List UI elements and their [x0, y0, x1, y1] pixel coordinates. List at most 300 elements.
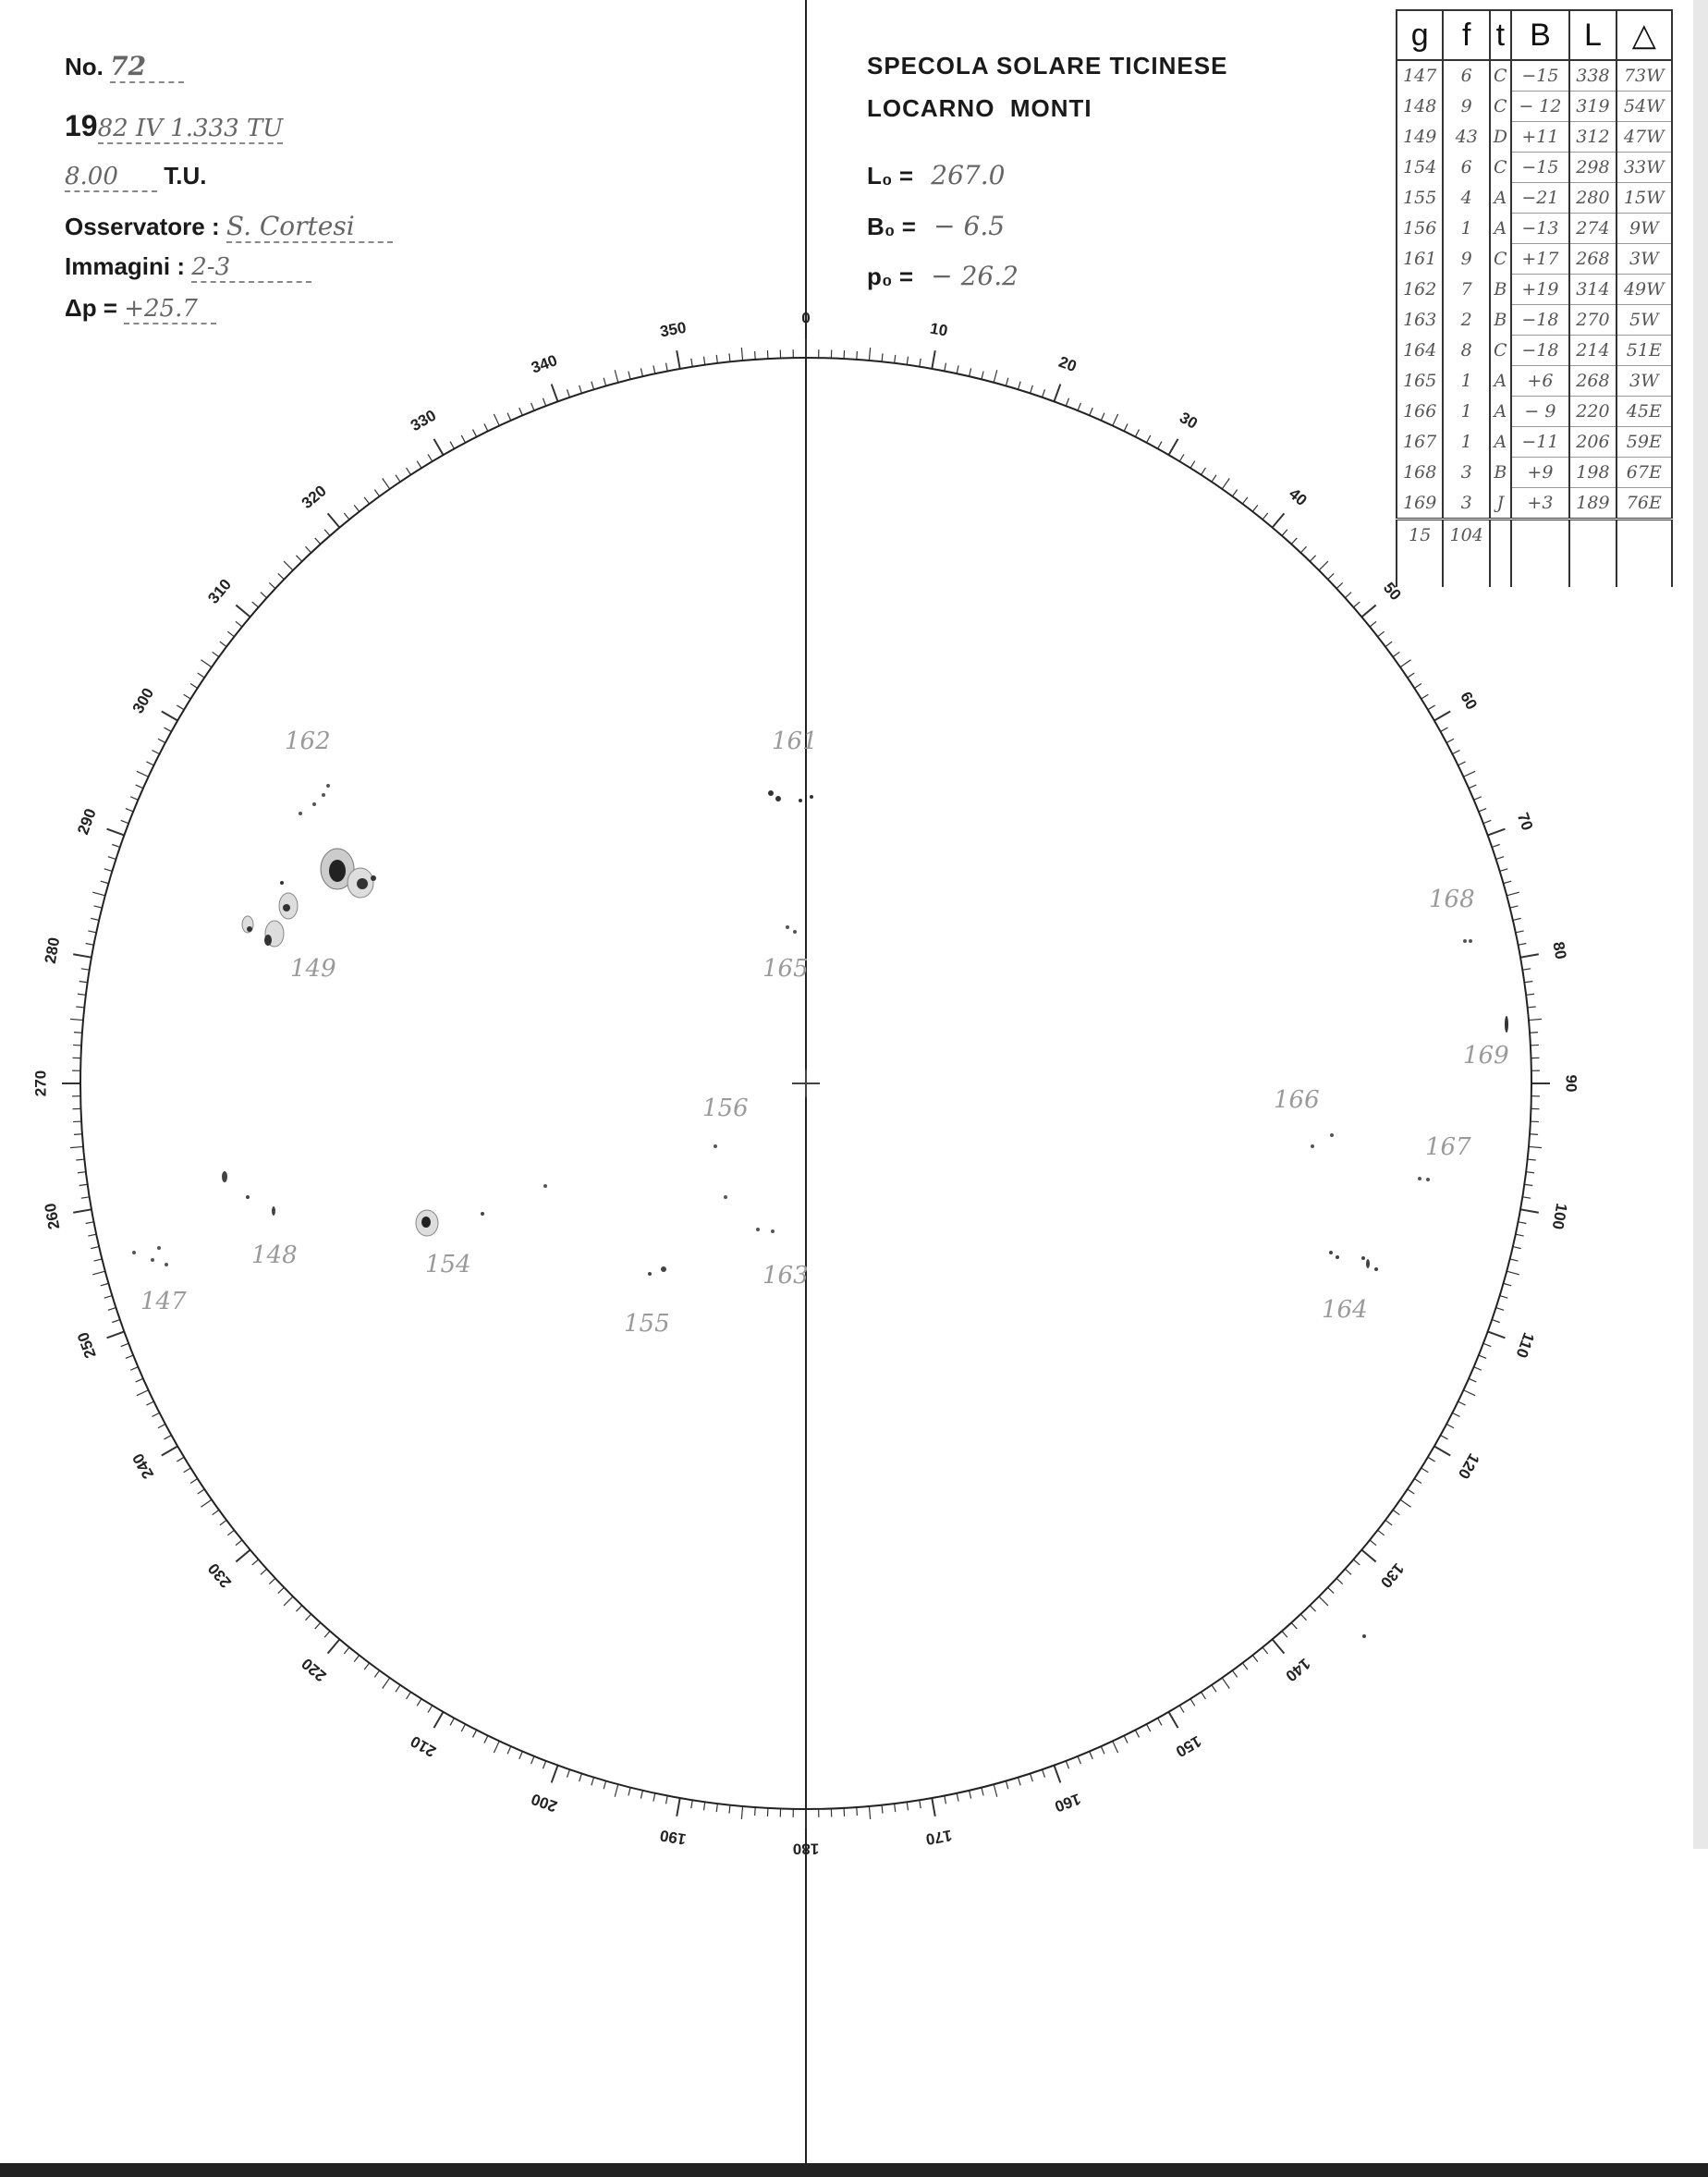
dial-tick — [344, 513, 349, 520]
dial-tick — [79, 1184, 88, 1185]
dial-tick — [494, 414, 499, 426]
sunspot-group-169-drawing — [1505, 1016, 1508, 1033]
group-label-169: 169 — [1463, 1042, 1509, 1070]
dial-tick — [592, 1778, 594, 1786]
dial-tick — [640, 368, 642, 376]
dial-tick — [1474, 797, 1482, 801]
dial-tick — [315, 538, 321, 544]
dial-label: 320 — [298, 482, 330, 513]
cell-delta: 5W — [1616, 305, 1672, 336]
dial-label: 0 — [801, 309, 811, 327]
dial-tick — [531, 403, 534, 410]
cell-g: 147 — [1397, 60, 1443, 92]
dial-tick — [428, 454, 433, 461]
dial-label: 250 — [74, 1329, 100, 1361]
dial-tick — [461, 435, 465, 443]
dial-tick — [1488, 1331, 1506, 1338]
cell-f: 1 — [1443, 366, 1489, 397]
dial-tick — [374, 1670, 379, 1677]
sunspot-group-163-drawing — [756, 1228, 775, 1233]
dial-tick — [519, 408, 523, 415]
dial-tick — [1529, 1146, 1542, 1147]
cell-g: 162 — [1397, 275, 1443, 305]
cell-delta: 67E — [1616, 458, 1672, 488]
dial-tick — [177, 1457, 184, 1462]
dial-tick — [165, 728, 172, 731]
cell-f: 1 — [1443, 397, 1489, 427]
dial-tick — [190, 684, 198, 689]
cell-t: J — [1490, 488, 1511, 520]
dial-tick — [137, 1390, 149, 1396]
cell-t: C — [1490, 244, 1511, 275]
sunspot-group-155-drawing — [648, 1266, 666, 1276]
cell-l: 338 — [1569, 60, 1616, 92]
cell-l: 268 — [1569, 366, 1616, 397]
cell-l: 298 — [1569, 153, 1616, 183]
dial-tick — [1124, 1736, 1128, 1743]
dial-tick — [1361, 1550, 1375, 1562]
dial-label: 140 — [1282, 1654, 1314, 1685]
dial-tick — [665, 363, 667, 372]
date-value: 82 IV 1.333 TU — [97, 115, 284, 142]
cell-delta: 59E — [1616, 427, 1672, 458]
sunspot-group-167-drawing — [1418, 1177, 1430, 1181]
sunspot-group-165-drawing — [786, 925, 797, 934]
dial-tick — [857, 351, 858, 360]
p0-value: − 26.2 — [931, 261, 1019, 291]
header-f: f — [1443, 10, 1489, 60]
cell-f: 2 — [1443, 305, 1489, 336]
dial-tick — [1522, 969, 1531, 970]
dial-tick — [1252, 1656, 1258, 1662]
dial-tick — [1353, 602, 1360, 607]
dial-tick — [1090, 408, 1093, 415]
dial-tick — [1370, 621, 1376, 627]
sunspot-group-166-drawing — [1311, 1133, 1334, 1148]
dial-tick — [882, 353, 883, 361]
b0-value: − 6.5 — [933, 211, 1006, 241]
dial-tick — [1345, 593, 1351, 598]
dial-tick — [691, 359, 692, 367]
dial-label: 120 — [1454, 1449, 1483, 1483]
dial-tick — [703, 357, 704, 365]
group-label-162: 162 — [285, 728, 331, 755]
cell-b: −11 — [1511, 427, 1570, 458]
dial-tick — [1282, 1631, 1287, 1637]
dial-tick — [73, 954, 92, 957]
center-cross — [792, 1070, 820, 1097]
dial-tick — [552, 1766, 558, 1783]
dial-tick — [284, 561, 293, 570]
cell-t: C — [1490, 92, 1511, 122]
dial-tick — [220, 642, 226, 646]
cell-delta: 3W — [1616, 366, 1672, 397]
dial-tick — [1300, 1614, 1306, 1621]
dial-tick — [252, 602, 259, 607]
dial-tick — [1385, 1520, 1392, 1524]
dial-tick — [220, 1520, 226, 1524]
dial-label: 270 — [31, 1070, 50, 1097]
group-label-156: 156 — [702, 1095, 749, 1122]
dial-tick — [1496, 1308, 1505, 1311]
dial-tick — [364, 497, 369, 504]
dial-tick — [1516, 1234, 1524, 1236]
images-value: 2-3 — [191, 253, 311, 283]
dial-tick — [970, 368, 971, 376]
dp-label: Δp = — [65, 294, 117, 322]
dial-tick — [1282, 530, 1287, 536]
dial-tick — [213, 1510, 219, 1514]
group-label-164: 164 — [1322, 1296, 1368, 1324]
dial-tick — [907, 357, 908, 365]
dial-tick — [628, 372, 630, 380]
dial-tick — [450, 1718, 454, 1726]
dial-tick — [104, 869, 113, 872]
dial-tick — [1158, 1718, 1162, 1726]
dial-tick — [126, 1355, 133, 1358]
dial-tick — [552, 385, 558, 402]
dial-tick — [344, 1647, 349, 1654]
cell-b: −13 — [1511, 214, 1570, 244]
cell-b: +17 — [1511, 244, 1570, 275]
dial-tick — [158, 739, 165, 742]
cell-delta: 45E — [1616, 397, 1672, 427]
dial-tick — [1291, 1622, 1297, 1629]
dial-tick — [383, 1678, 390, 1688]
dial-tick — [328, 513, 340, 527]
dial-tick — [86, 1222, 94, 1224]
dial-tick — [677, 350, 679, 369]
observatory-name: SPECOLA SOLARE TICINESE — [867, 52, 1228, 79]
cell-l: 268 — [1569, 244, 1616, 275]
dial-tick — [1452, 1413, 1459, 1416]
cell-b: +6 — [1511, 366, 1570, 397]
dial-label: 230 — [204, 1559, 236, 1592]
dial-tick — [261, 1569, 267, 1574]
dial-tick — [305, 546, 311, 553]
dial-tick — [1378, 1530, 1385, 1535]
dial-tick — [755, 1807, 756, 1816]
dial-tick — [1291, 538, 1297, 544]
dial-tick — [1446, 1425, 1454, 1428]
group-label-163: 163 — [762, 1262, 809, 1290]
dial-tick — [1469, 785, 1476, 789]
dial-tick — [1458, 1401, 1466, 1405]
cell-g: 169 — [1397, 488, 1443, 520]
cell-delta: 51E — [1616, 336, 1672, 366]
images-label: Immagini : — [65, 252, 186, 280]
dial-tick — [507, 413, 511, 421]
dial-tick — [970, 1791, 971, 1799]
cell-f: 1 — [1443, 427, 1489, 458]
dial-tick — [1474, 1367, 1482, 1371]
dial-tick — [146, 1401, 153, 1405]
header-delta: △ — [1616, 10, 1672, 60]
cell-f: 9 — [1443, 92, 1489, 122]
cell-f: 6 — [1443, 153, 1489, 183]
dial-tick — [76, 1007, 84, 1008]
dial-tick — [107, 1331, 125, 1338]
dial-tick — [957, 1793, 958, 1802]
dial-label: 280 — [41, 936, 64, 965]
cell-delta: 54W — [1616, 92, 1672, 122]
dial-tick — [1158, 442, 1162, 449]
cell-t: B — [1490, 458, 1511, 488]
group-label-167: 167 — [1425, 1133, 1471, 1161]
dial-label: 210 — [407, 1731, 440, 1761]
cell-t: A — [1490, 183, 1511, 214]
cell-g: 154 — [1397, 153, 1443, 183]
dial-tick — [162, 712, 177, 721]
dial-tick — [236, 621, 242, 627]
dial-tick — [107, 829, 125, 836]
dial-tick — [653, 1793, 655, 1802]
dial-tick — [1066, 1761, 1068, 1768]
dial-tick — [146, 762, 153, 765]
dial-tick — [1528, 1159, 1536, 1160]
dial-tick — [261, 593, 267, 598]
cell-g: 161 — [1397, 244, 1443, 275]
header-t: t — [1490, 10, 1511, 60]
dial-tick — [1529, 1019, 1542, 1020]
dial-label: 60 — [1457, 689, 1482, 713]
dial-label: 340 — [529, 351, 560, 377]
dial-tick — [184, 1468, 191, 1473]
group-label-161: 161 — [772, 728, 818, 755]
cell-g: 168 — [1397, 458, 1443, 488]
dial-tick — [88, 1234, 96, 1236]
dial-label: 100 — [1548, 1202, 1571, 1231]
dial-tick — [543, 1761, 545, 1768]
dial-tick — [1113, 1741, 1118, 1753]
dial-tick — [691, 1800, 692, 1808]
dial-tick — [543, 398, 545, 406]
dial-tick — [1428, 1457, 1435, 1462]
dial-tick — [567, 389, 569, 397]
dial-tick — [1428, 705, 1435, 710]
dial-tick — [1500, 1296, 1508, 1299]
dp-value: +25.7 — [124, 295, 216, 324]
group-label-168: 168 — [1429, 886, 1475, 913]
dial-tick — [1458, 762, 1466, 765]
dial-label: 50 — [1379, 579, 1405, 605]
group-label-166: 166 — [1274, 1086, 1320, 1114]
dial-tick — [252, 1559, 259, 1565]
dial-tick — [1519, 1222, 1527, 1224]
cell-t: C — [1490, 336, 1511, 366]
dial-tick — [1310, 556, 1315, 561]
cell-f: 9 — [1443, 244, 1489, 275]
dial-tick — [101, 1283, 109, 1285]
dial-tick — [1469, 1378, 1476, 1382]
cell-b: −18 — [1511, 336, 1570, 366]
dial-tick — [1147, 1724, 1151, 1731]
dial-tick — [1408, 1489, 1414, 1494]
dial-label: 10 — [928, 319, 949, 340]
dial-tick — [741, 1806, 742, 1819]
dial-tick — [1169, 1712, 1178, 1728]
dial-tick — [1520, 1209, 1539, 1212]
dial-label: 90 — [1562, 1074, 1580, 1093]
dial-tick — [494, 1741, 499, 1753]
dial-tick — [434, 439, 444, 455]
dial-tick — [1441, 728, 1448, 731]
dial-tick — [86, 943, 94, 945]
dial-tick — [1421, 694, 1429, 699]
cell-t: C — [1490, 153, 1511, 183]
cell-t: A — [1490, 397, 1511, 427]
dial-tick — [278, 1587, 284, 1593]
dial-tick — [94, 906, 103, 908]
dial-tick — [957, 365, 958, 373]
cell-l: 220 — [1569, 397, 1616, 427]
group-label-155: 155 — [624, 1310, 670, 1338]
dial-tick — [1520, 954, 1539, 957]
dial-tick — [1441, 1436, 1448, 1439]
cell-t: A — [1490, 214, 1511, 244]
dial-tick — [1263, 513, 1268, 520]
dial-tick — [121, 1343, 128, 1346]
sunspot-group-154-drawing — [416, 1184, 547, 1236]
dial-tick — [1452, 751, 1459, 754]
dial-tick — [932, 1798, 934, 1816]
cell-g: 148 — [1397, 92, 1443, 122]
total-spots: 104 — [1443, 520, 1489, 551]
dial-tick — [1519, 943, 1527, 945]
dial-tick — [920, 359, 921, 367]
dial-tick — [1031, 1774, 1033, 1782]
l0-label: L₀ = — [867, 162, 914, 190]
dial-tick — [213, 652, 219, 656]
dial-tick — [305, 1614, 311, 1621]
dial-label: 80 — [1549, 940, 1570, 961]
dial-tick — [1483, 820, 1491, 823]
dial-tick — [165, 1436, 172, 1439]
dial-tick — [1078, 403, 1080, 410]
dial-tick — [1202, 468, 1206, 475]
header-g: g — [1397, 10, 1443, 60]
dial-tick — [1513, 1247, 1521, 1249]
dial-tick — [882, 1805, 883, 1814]
dial-tick — [324, 1631, 330, 1637]
observer-label: Osservatore : — [65, 213, 220, 240]
dial-tick — [1513, 918, 1521, 920]
cell-b: +11 — [1511, 122, 1570, 153]
cell-l: 280 — [1569, 183, 1616, 214]
cell-delta: 49W — [1616, 275, 1672, 305]
dial-tick — [1043, 389, 1045, 397]
dial-tick — [473, 430, 477, 437]
dial-tick — [152, 1413, 160, 1416]
dial-tick — [615, 370, 618, 383]
dial-tick — [1336, 1578, 1343, 1584]
dial-tick — [101, 881, 109, 883]
dial-tick — [519, 1752, 523, 1759]
dial-tick — [227, 631, 234, 637]
dial-label: 40 — [1285, 484, 1311, 510]
cell-g: 156 — [1397, 214, 1443, 244]
observatory-location: LOCARNO MONTI — [867, 94, 1092, 122]
dial-tick — [982, 1788, 983, 1796]
sunspot-group-156-drawing — [714, 1144, 727, 1199]
dial-tick — [1361, 605, 1375, 618]
dial-tick — [126, 809, 133, 812]
dial-tick — [1526, 1172, 1534, 1173]
dial-tick — [396, 1685, 400, 1692]
dial-tick — [592, 382, 594, 390]
dial-tick — [1101, 413, 1104, 421]
dial-tick — [665, 1796, 667, 1804]
cell-t: C — [1490, 60, 1511, 92]
dial-label: 180 — [792, 1840, 820, 1858]
dial-tick — [945, 363, 946, 372]
dial-tick — [920, 1800, 921, 1808]
dial-tick — [198, 673, 204, 678]
cell-g: 166 — [1397, 397, 1443, 427]
dial-tick — [1273, 513, 1285, 527]
dial-tick — [201, 1499, 211, 1507]
dial-label: 240 — [128, 1449, 158, 1483]
dial-tick — [1006, 378, 1007, 386]
b0-label: B₀ = — [867, 213, 916, 240]
dial-label: 200 — [529, 1790, 560, 1816]
dial-tick — [857, 1807, 858, 1816]
dial-tick — [1169, 439, 1178, 455]
total-groups: 15 — [1397, 520, 1443, 551]
dial-tick — [1124, 423, 1128, 431]
dial-tick — [1019, 382, 1021, 390]
dial-tick — [604, 1781, 605, 1790]
dial-tick — [74, 1134, 82, 1135]
dial-tick — [1504, 1283, 1512, 1285]
dial-tick — [932, 350, 934, 369]
dial-tick — [1222, 478, 1229, 488]
dial-tick — [580, 1774, 582, 1782]
cell-l: 189 — [1569, 488, 1616, 520]
dial-tick — [907, 1802, 908, 1810]
dial-tick — [628, 1788, 630, 1796]
dial-tick — [92, 892, 105, 896]
cell-b: −18 — [1511, 305, 1570, 336]
dial-tick — [1345, 1569, 1351, 1574]
dial-tick — [1054, 1766, 1060, 1783]
dial-tick — [158, 1425, 165, 1428]
dial-tick — [92, 1271, 105, 1275]
dial-tick — [1232, 490, 1237, 496]
dial-tick — [1507, 1271, 1519, 1275]
cell-l: 214 — [1569, 336, 1616, 366]
cell-b: +3 — [1511, 488, 1570, 520]
dial-tick — [190, 1479, 198, 1484]
dial-tick — [484, 1736, 488, 1743]
dial-tick — [1078, 1756, 1080, 1764]
number-value: 72 — [110, 51, 184, 83]
dial-tick — [407, 1692, 411, 1699]
dial-tick — [1507, 892, 1519, 896]
dial-tick — [1483, 1343, 1491, 1346]
cell-t: A — [1490, 366, 1511, 397]
cell-delta: 76E — [1616, 488, 1672, 520]
dial-tick — [201, 660, 211, 667]
dial-tick — [1252, 505, 1258, 511]
dial-tick — [677, 1798, 679, 1816]
group-label-148: 148 — [251, 1241, 298, 1269]
cell-g: 155 — [1397, 183, 1443, 214]
dial-tick — [1066, 398, 1068, 406]
cell-t: B — [1490, 275, 1511, 305]
dial-tick — [1400, 1499, 1410, 1507]
cell-f: 7 — [1443, 275, 1489, 305]
